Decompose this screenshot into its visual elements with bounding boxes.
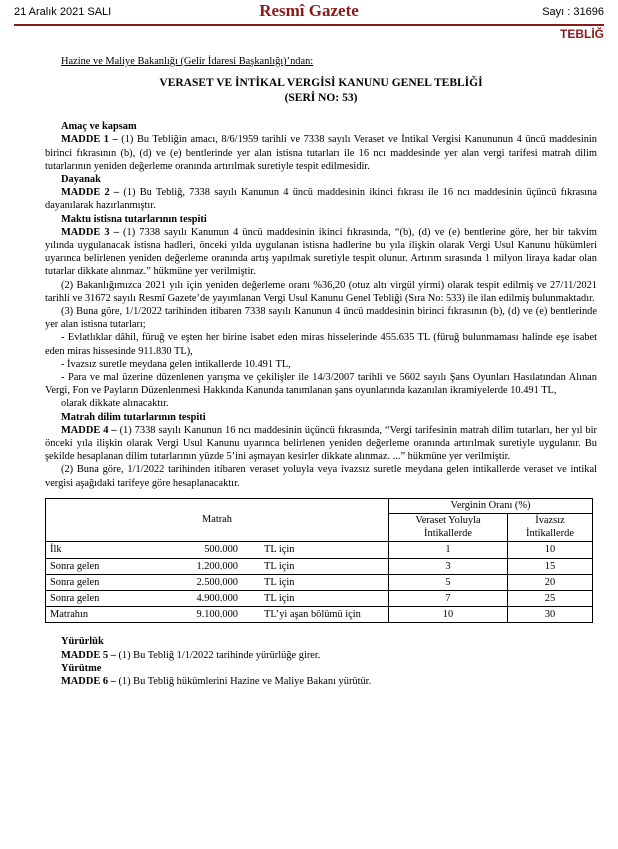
heading-matrah: Matrah dilim tutarlarının tespiti [61,411,206,423]
issue-number: Sayı : 31696 [542,6,604,18]
article-6-text: (1) Bu Tebliğ hükümlerini Hazine ve Maliye Bakanı yürütür. [115,676,372,688]
article-3 [45,226,597,279]
veraset-rate: 10 [389,607,508,623]
row-amount: 2.500.000 [196,576,238,588]
article-2 [45,186,597,212]
document-body [45,55,597,688]
row-amount: 1.200.000 [196,560,238,572]
article-1 [45,133,597,173]
row-amount: 4.900.000 [196,593,238,604]
veraset-rate: 5 [389,574,508,590]
matrah-cell [46,558,389,574]
matrah-cell [46,542,389,558]
heading-yururluk: Yürürlük [61,636,104,648]
heading-amac: Amaç ve kapsam [61,121,137,133]
matrah-cell [46,607,389,623]
ivazsiz-rate: 15 [508,558,593,574]
document-title [45,76,597,106]
table-row [46,574,593,590]
row-unit: TL için [264,560,295,572]
ivazsiz-rate: 25 [508,591,593,607]
row-unit: TL için [264,544,295,556]
row-label: Sonra gelen [50,576,100,588]
row-label: Sonra gelen [50,593,100,604]
article-4 [45,424,597,464]
heading-dayanak: Dayanak [61,174,101,186]
veraset-rate: 3 [389,558,508,574]
article-2-text: (1) Bu Tebliğ, 7338 sayılı Kanunun 4 üncü maddesinin ikinci fıkrası ile 16 ncı maddesinin üçüncü fıkrasına dayanılarak hazırlanmıştır. [45,187,597,212]
article-4-text: (1) 7338 sayılı Kanunun 16 ncı maddesinin üçüncü fıkrasında, “Vergi tarifesinin matrah dilim tutarları, her yıl bir önceki yıla ilişkin olarak Vergi Usul Kanunu uyarınca belirlenen yeniden değerleme oranında artırılmak suretiyle uygulanır. Bu şekilde hesaplanan dilim tutarlarının yüzde 5’ini aşmayan kesirler dikkate alınmaz. ...” hükmüne yer verilmiştir. [45,424,598,463]
article-3-bullet-3: - Para ve mal üzerine düzenlenen yarışma ve çekilişler ile 14/3/2007 tarihli ve 5602 sayılı Şans Oyunları Hasılatından Alınan Vergi, Fon ve Payların Düzenlenmesi Hakkında Kanunda tanımlanan şans oyunlarında kazanılan ikramiyelerde 10.491 TL, [45,372,597,397]
row-amount: 9.100.000 [196,609,238,621]
row-amount: 500.000 [204,544,238,556]
col-veraset: Veraset Yoluyla İntikallerde [389,514,508,542]
col-ivazsiz: İvazsız İntikallerde [508,514,593,542]
heading-maktu: Maktu istisna tutarlarının tespiti [61,213,207,225]
article-3-bullet-1: - Evlatlıklar dâhil, füruğ ve eşten her birine isabet eden miras hisselerinde 455.635 TL (füruğ bulunmaması halinde eşe isabet eden miras hissesinde 911.830 TL), [45,332,597,357]
table-row [46,591,593,607]
article-6 [45,675,597,688]
article-5-label: MADDE 5 – [61,649,116,661]
ivazsiz-rate: 30 [508,607,593,623]
col-matrah: Matrah [46,498,389,542]
article-4-para-2: (2) Buna göre, 1/1/2022 tarihinden itibaren veraset yoluyla veya ivazsız suretle meydana gelen intikallerde veraset ve intikal vergisi aşağıdaki tarifeye göre hesaplanacaktır. [45,464,597,489]
article-3-label: MADDE 3 – [61,226,119,238]
row-label: Sonra gelen [50,560,100,572]
document-title-line1: VERASET VE İNTİKAL VERGİSİ KANUNU GENEL TEBLİĞİ [159,77,483,90]
matrah-cell [46,591,389,607]
table-row [46,542,593,558]
article-1-label: MADDE 1 – [61,134,118,146]
heading-yurutme: Yürütme [61,662,102,674]
table-body [46,542,593,623]
article-3-bullet-2: - İvazsız suretle meydana gelen intikallerde 10.491 TL, [61,358,291,370]
article-2-label: MADDE 2 – [61,187,120,199]
issue-date: 21 Aralık 2021 SALI [14,6,112,18]
article-5-text: (1) Bu Tebliğ 1/1/2022 tarihinde yürürlüğe girer. [115,649,321,661]
veraset-rate: 7 [389,591,508,607]
row-label: Matrahın [50,609,89,621]
section-label: TEBLİĞ [560,27,604,41]
article-1-text: (1) Bu Tebliğin amacı, 8/6/1959 tarihli ve 7338 sayılı Veraset ve İntikal Vergisi Kanununun 4 üncü maddesinin birinci fıkrasının (b), (d) ve (e) bentlerinde yer alan istisna tutarları ile 16 ncı maddesinde yer alan vergi tarifesi matrah dilim tutarlarının yeniden değerleme oranında artırılmak suretiyle tespit edilmesidir. [45,134,597,172]
article-3-text: (1) 7338 sayılı Kanunun 4 üncü maddesinin ikinci fıkrasında, “(b), (d) ve (e) bentlerine göre, her bir takvim yılında uygulanacak istisna hadleri, önceki yılda uygulanan istisna hadlerine bu yıla ilişkin olarak Vergi Usul Kanunu hükümleri uyarınca belirlenen yeniden değerleme oranında artış yapılmak suretiyle tespit olunur. Artırım sırasında 1 milyon liraya kadar olan tutarlar dikkate alınmaz.” hükmüne yer verilmiştir. [45,226,597,278]
table-row [46,607,593,623]
article-4-label: MADDE 4 – [61,424,117,436]
issuer-line: Hazine ve Maliye Bakanlığı (Gelir İdaresi Başkanlığı)’ndan: [61,56,314,67]
gazette-title: Resmî Gazete [259,1,359,20]
article-3-para-3: (3) Buna göre, 1/1/2022 tarihinden itibaren 7338 sayılı Kanunun 4 üncü maddesinin birinci fıkrasının (b), (d) ve (e) bentlerinde yer alan istisna tutarları; [45,306,597,331]
article-3-end: olarak dikkate alınacaktır. [61,398,169,410]
matrah-cell [46,574,389,590]
row-label: İlk [50,544,62,556]
gazette-header [14,0,604,26]
ivazsiz-rate: 20 [508,574,593,590]
row-unit: TL için [264,576,295,588]
article-6-label: MADDE 6 – [61,676,116,688]
article-3-para-2: (2) Bakanlığımızca 2021 yılı için yeniden değerleme oranı %36,20 (otuz altı virgül yirmi) olarak tespit edilmiş ve 27/11/2021 tarihli ve 31672 sayılı Resmî Gazete’de yayımlanan Vergi Usul Kanunu Genel Tebliği (Sıra No: 533) ile ilan edilmiş bulunmaktadır. [45,279,597,304]
row-unit: TL için [264,593,295,604]
veraset-rate: 1 [389,542,508,558]
tax-rate-table [45,498,593,624]
document-title-line2: (SERİ NO: 53) [284,92,358,105]
col-rate: Verginin Oranı (%) [389,498,593,514]
ivazsiz-rate: 10 [508,542,593,558]
row-unit: TL’yi aşan bölümü için [264,609,361,621]
article-5 [45,649,597,662]
table-row [46,558,593,574]
